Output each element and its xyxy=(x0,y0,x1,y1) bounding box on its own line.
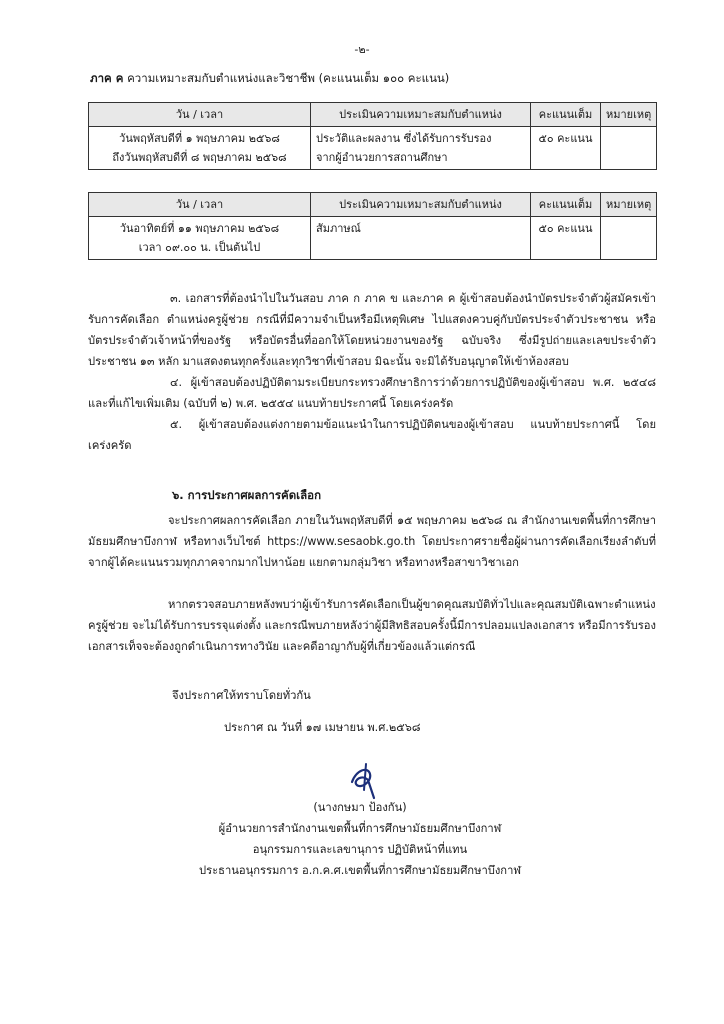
signer-title-1: ผู้อำนวยการสำนักงานเขตพื้นที่การศึกษามัธยมศึกษาบึงกาฬ xyxy=(218,822,502,835)
evaluation-line: จากผู้อำนวยการสถานศึกษา xyxy=(316,151,448,164)
signature-image xyxy=(346,760,382,800)
table-row xyxy=(89,127,657,170)
date-line: ถึงวันพฤหัสบดีที่ ๘ พฤษภาคม ๒๕๖๘ xyxy=(112,151,287,164)
evaluation-table-1 xyxy=(88,102,657,170)
signer-title-3: ประธานอนุกรรมการ อ.ก.ค.ศ.เขตพื้นที่การศึกษามัธยมศึกษาบึงกาฬ xyxy=(199,864,521,877)
disqualification-notice xyxy=(88,594,656,657)
table-row xyxy=(89,217,657,260)
item-4-regulations xyxy=(88,372,656,414)
cell-evaluation: สัมภาษณ์ xyxy=(311,217,531,260)
paragraph-text: จะประกาศผลการคัดเลือก ภายในวันพฤหัสบดีที่ ๑๕ พฤษภาคม ๒๕๖๘ ณ สำนักงานเขตพื้นที่การศึกษามัธยมศึกษาบึงกาฬ หรือทางเว็บไซต์ https://www.sesaobk.go.th โดยประกาศรายชื่อผู้ผ่านการคัดเลือกเรียงลำดับที่ จากผู้ได้คะแนนรวมทุกภาคจากมากไปหาน้อย แยกตามกลุ่มวิชา หรือทางหรือสาขาวิชาเอก xyxy=(88,514,656,569)
section-description: ความเหมาะสมกับตำแหน่งและวิชาชีพ (คะแนนเต็ม ๑๐๐ คะแนน) xyxy=(123,71,450,85)
date-line: วันพฤหัสบดีที่ ๑ พฤษภาคม ๒๕๖๘ xyxy=(119,132,280,145)
header-full-score: คะแนนเต็ม xyxy=(531,103,601,127)
header-date: วัน / เวลา xyxy=(89,103,311,127)
date-line: เวลา ๐๙.๐๐ น. เป็นต้นไป xyxy=(138,241,261,254)
table-header-row xyxy=(89,193,657,217)
evaluation-table-2 xyxy=(88,192,657,260)
paragraph-text: ๕. ผู้เข้าสอบต้องแต่งกายตามข้อแนะนำในการปฏิบัติตนของผู้เข้าสอบ แนบท้ายประกาศนี้ โดยเคร่งครัด xyxy=(88,418,656,452)
item-5-dress-code xyxy=(88,414,656,456)
item-3-documents xyxy=(88,288,656,372)
heading-6-results: ๖. การประกาศผลการคัดเลือก xyxy=(172,488,322,502)
evaluation-line: ประวัติและผลงาน ซึ่งได้รับการรับรอง xyxy=(316,132,492,145)
table-header-row xyxy=(89,103,657,127)
paragraph-text: หากตรวจสอบภายหลังพบว่าผู้เข้ารับการคัดเลือกเป็นผู้ขาดคุณสมบัติทั่วไปและคุณสมบัติเฉพาะตำแหน่งครูผู้ช่วย จะไม่ได้รับการบรรจุแต่งตั้ง และกรณีพบภายหลังว่าผู้มีสิทธิสอบครั้งนี้มีการปลอมแปลงเอกสาร หรือมีการรับรองเอกสารเท็จจะต้องถูกดำเนินการทางวินัย และคดีอาญากับผู้ที่เกี่ยวข้องแล้วแต่กรณี xyxy=(88,598,656,653)
header-remarks: หมายเหตุ xyxy=(601,103,657,127)
cell-score: ๕๐ คะแนน xyxy=(531,127,601,170)
paragraph-text: ๔. ผู้เข้าสอบต้องปฏิบัติตามระเบียบกระทรวงศึกษาธิการว่าด้วยการปฏิบัติของผู้เข้าสอบ พ.ศ. ๒๕๔๘ และที่แก้ไขเพิ่มเติม (ฉบับที่ ๒) พ.ศ. ๒๕๕๔ แนบท้ายประกาศนี้ โดยเคร่งครัด xyxy=(88,376,656,410)
header-date: วัน / เวลา xyxy=(89,193,311,217)
paragraph-text: ๓. เอกสารที่ต้องนำไปในวันสอบ ภาค ก ภาค ข และภาค ค ผู้เข้าสอบต้องนำบัตรประจำตัวผู้สมัครเข้ารับการคัดเลือก ตำแหน่งครูผู้ช่วย กรณีที่มีความจำเป็นหรือมีเหตุพิเศษ ไปแสดงควบคู่กับบัตรประจำตัวประชาชน หรือบัตรประจำตัวเจ้าหน้าที่ของรัฐ หรือบัตรอื่นที่ออกให้โดยหน่วยงานของรัฐ ฉบับจริง ซึ่งมีรูปถ่ายและเลขประจำตัวประชาชน ๑๓ หลัก มาแสดงตนทุกครั้งและทุกวิชาที่เข้าสอบ มิฉะนั้น จะมิได้รับอนุญาตให้เข้าห้องสอบ xyxy=(88,292,656,368)
header-evaluation: ประเมินความเหมาะสมกับตำแหน่ง xyxy=(311,193,531,217)
signer-name: (นางกษมา ป้องกัน) xyxy=(313,801,407,814)
cell-remarks xyxy=(601,217,657,260)
cell-score: ๕๐ คะแนน xyxy=(531,217,601,260)
announcement-date: ประกาศ ณ วันที่ ๑๗ เมษายน พ.ศ.๒๕๖๘ xyxy=(224,721,421,734)
header-full-score: คะแนนเต็ม xyxy=(531,193,601,217)
closing-statement: จึงประกาศให้ทราบโดยทั่วกัน xyxy=(172,689,311,702)
results-announcement xyxy=(88,510,656,573)
header-evaluation: ประเมินความเหมาะสมกับตำแหน่ง xyxy=(311,103,531,127)
cell-date xyxy=(89,127,311,170)
cell-remarks xyxy=(601,127,657,170)
cell-evaluation xyxy=(311,127,531,170)
signer-title-2: อนุกรรมการและเลขานุการ ปฏิบัติหน้าที่แทน xyxy=(252,843,468,856)
page-number: -๒- xyxy=(354,43,370,56)
section-label: ภาค ค xyxy=(90,71,124,85)
section-title xyxy=(90,70,449,88)
header-remarks: หมายเหตุ xyxy=(601,193,657,217)
cell-date xyxy=(89,217,311,260)
date-line: วันอาทิตย์ที่ ๑๑ พฤษภาคม ๒๕๖๘ xyxy=(119,222,280,235)
